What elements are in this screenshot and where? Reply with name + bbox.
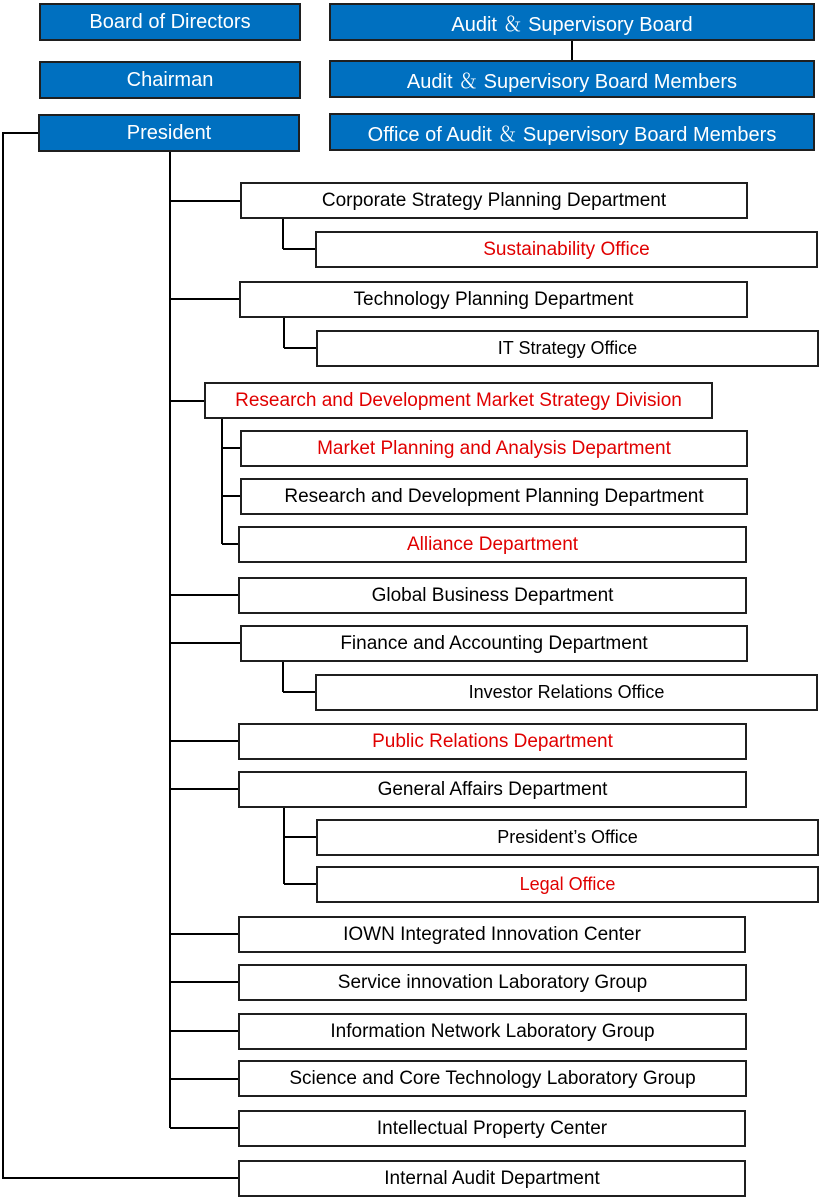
general-affairs-box xyxy=(238,771,747,808)
audit-board-office-label: Office of Audit ＆ Supervisory Board Members xyxy=(367,123,777,146)
intellectual-property-box xyxy=(238,1110,746,1147)
president-box xyxy=(38,114,300,152)
market-planning-label: Market Planning and Analysis Department xyxy=(317,437,671,459)
intellectual-property-label: Intellectual Property Center xyxy=(376,1117,608,1139)
iown-center-label: IOWN Integrated Innovation Center xyxy=(343,923,641,945)
service-innovation-lab-box xyxy=(238,964,747,1001)
president-label: President xyxy=(126,121,212,144)
audit-board-members-box xyxy=(329,60,815,98)
iown-center-box xyxy=(238,916,746,953)
finance-accounting-label: Finance and Accounting Department xyxy=(340,632,648,654)
it-strategy-office-box xyxy=(316,330,819,367)
finance-accounting-box xyxy=(240,625,748,662)
chairman-label: Chairman xyxy=(126,68,214,91)
science-core-tech-lab-box xyxy=(238,1060,747,1097)
presidents-office-box xyxy=(316,819,819,856)
market-planning-box xyxy=(240,430,748,467)
chairman-box xyxy=(39,61,301,99)
technology-planning-box xyxy=(239,281,748,318)
sustainability-office-box xyxy=(315,231,818,268)
corporate-strategy-box xyxy=(240,182,748,219)
legal-office-label: Legal Office xyxy=(519,874,616,894)
it-strategy-office-label: IT Strategy Office xyxy=(497,338,638,358)
presidents-office-label: President’s Office xyxy=(497,827,638,847)
sustainability-office-label: Sustainability Office xyxy=(483,238,650,260)
rd-market-strategy-division-label: Research and Development Market Strategy Division xyxy=(235,389,682,411)
technology-planning-label: Technology Planning Department xyxy=(353,288,634,310)
information-network-lab-box xyxy=(238,1013,747,1050)
rd-market-strategy-division-box xyxy=(204,382,713,419)
audit-board-members-label: Audit ＆ Supervisory Board Members xyxy=(406,70,738,93)
science-core-tech-lab-label: Science and Core Technology Laboratory Group xyxy=(289,1067,696,1089)
audit-board-office-box xyxy=(329,113,815,151)
general-affairs-label: General Affairs Department xyxy=(377,778,608,800)
rd-planning-box xyxy=(240,478,748,515)
global-business-box xyxy=(238,577,747,614)
service-innovation-lab-label: Service innovation Laboratory Group xyxy=(337,971,648,993)
alliance-box xyxy=(238,526,747,563)
investor-relations-office-box xyxy=(315,674,818,711)
information-network-lab-label: Information Network Laboratory Group xyxy=(330,1020,655,1042)
investor-relations-office-label: Investor Relations Office xyxy=(468,682,665,702)
board-of-directors-box xyxy=(39,3,301,41)
rd-planning-label: Research and Development Planning Department xyxy=(284,485,704,507)
audit-board-box xyxy=(329,3,815,41)
alliance-label: Alliance Department xyxy=(406,533,579,555)
legal-office-box xyxy=(316,866,819,903)
public-relations-label: Public Relations Department xyxy=(372,730,613,752)
board-of-directors-label: Board of Directors xyxy=(89,10,251,33)
audit-board-label: Audit ＆ Supervisory Board xyxy=(451,13,693,36)
corporate-strategy-label: Corporate Strategy Planning Department xyxy=(321,189,667,211)
internal-audit-label: Internal Audit Department xyxy=(384,1167,600,1189)
internal-audit-box xyxy=(238,1160,746,1197)
public-relations-box xyxy=(238,723,747,760)
global-business-label: Global Business Department xyxy=(371,584,614,606)
